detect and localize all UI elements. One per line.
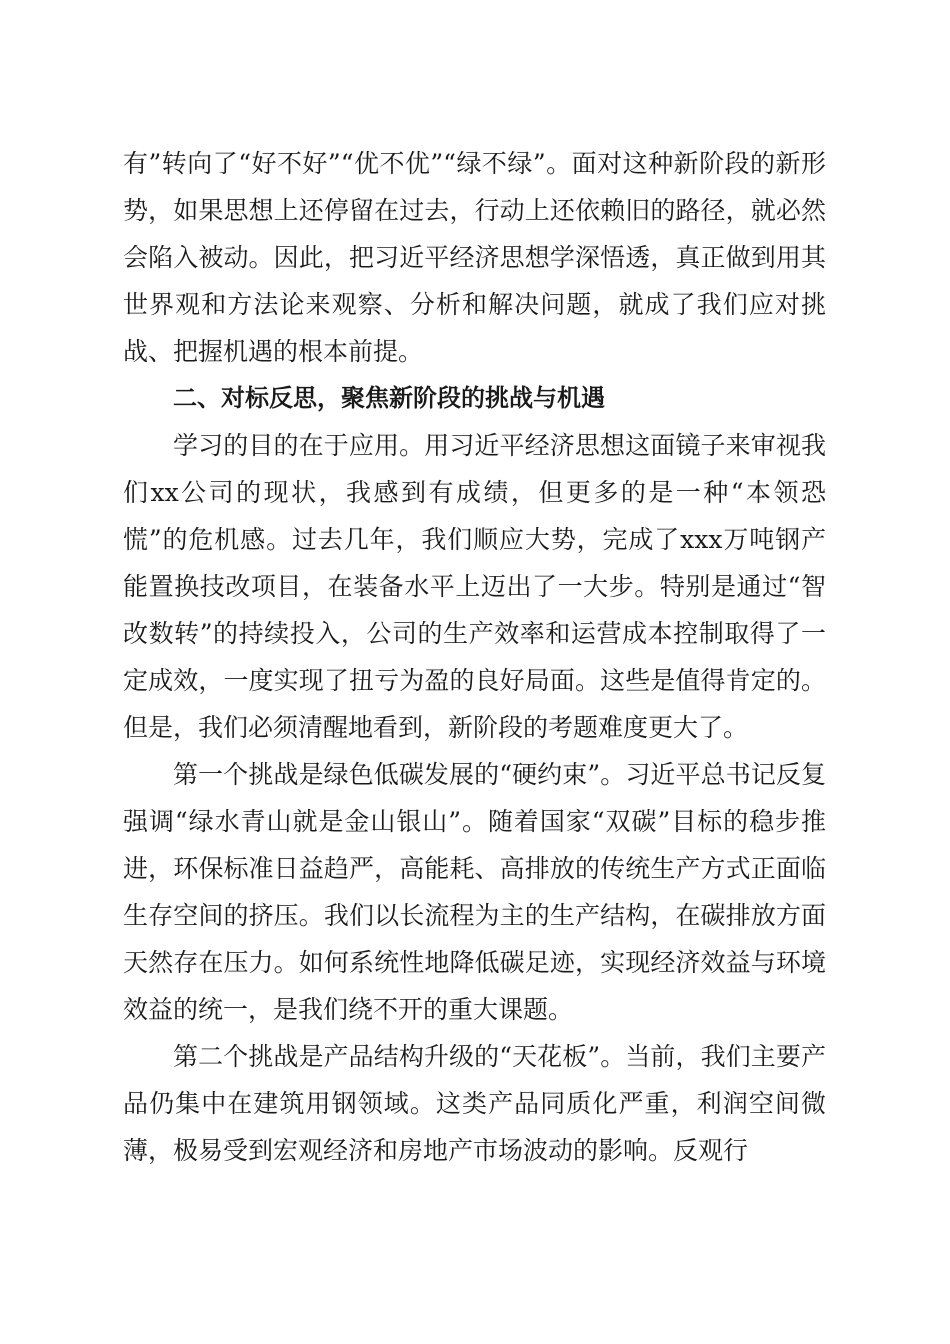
paragraph-status-review: 学习的目的在于应用。用习近平经济思想这面镜子来审视我们xx公司的现状，我感到有成绩，但更多的是一种“本领恐慌”的危机感。过去几年，我们顺应大势，完成了xxx万吨钢产能置换技改项目，在装备水平上迈出了一大步。特别是通过“智改数转”的持续投入，公司的生产效率和运营成本控制取得了一定成效，一度实现了扭亏为盈的良好局面。这些是值得肯定的。但是，我们必须清醒地看到，新阶段的考题难度更大了。 bbox=[123, 431, 826, 742]
document-body bbox=[123, 140, 826, 1174]
paragraph-challenge-two: 第二个挑战是产品结构升级的“天花板”。当前，我们主要产品仍集中在建筑用钢领域。这类产品同质化严重，利润空间微薄，极易受到宏观经济和房地产市场波动的影响。反观行 bbox=[123, 1042, 826, 1165]
section-heading: 二、对标反思，聚焦新阶段的挑战与机遇 bbox=[173, 384, 605, 412]
paragraph-challenge-one: 第一个挑战是绿色低碳发展的“硬约束”。习近平总书记反复强调“绿水青山就是金山银山”。随着国家“双碳”目标的稳步推进，环保标准日益趋严，高能耗、高排放的传统生产方式正面临生存空间的挤压。我们以长流程为主的生产结构，在碳排放方面天然存在压力。如何系统性地降低碳足迹，实现经济效益与环境效益的统一，是我们绕不开的重大课题。 bbox=[123, 760, 826, 1024]
paragraph-continuation: 有”转向了“好不好”“优不优”“绿不绿”。面对这种新阶段的新形势，如果思想上还停留在过去，行动上还依赖旧的路径，就必然会陷入被动。因此，把习近平经济思想学深悟透，真正做到用其世界观和方法论来观察、分析和解决问题，就成了我们应对挑战、把握机遇的根本前提。 bbox=[123, 149, 826, 366]
